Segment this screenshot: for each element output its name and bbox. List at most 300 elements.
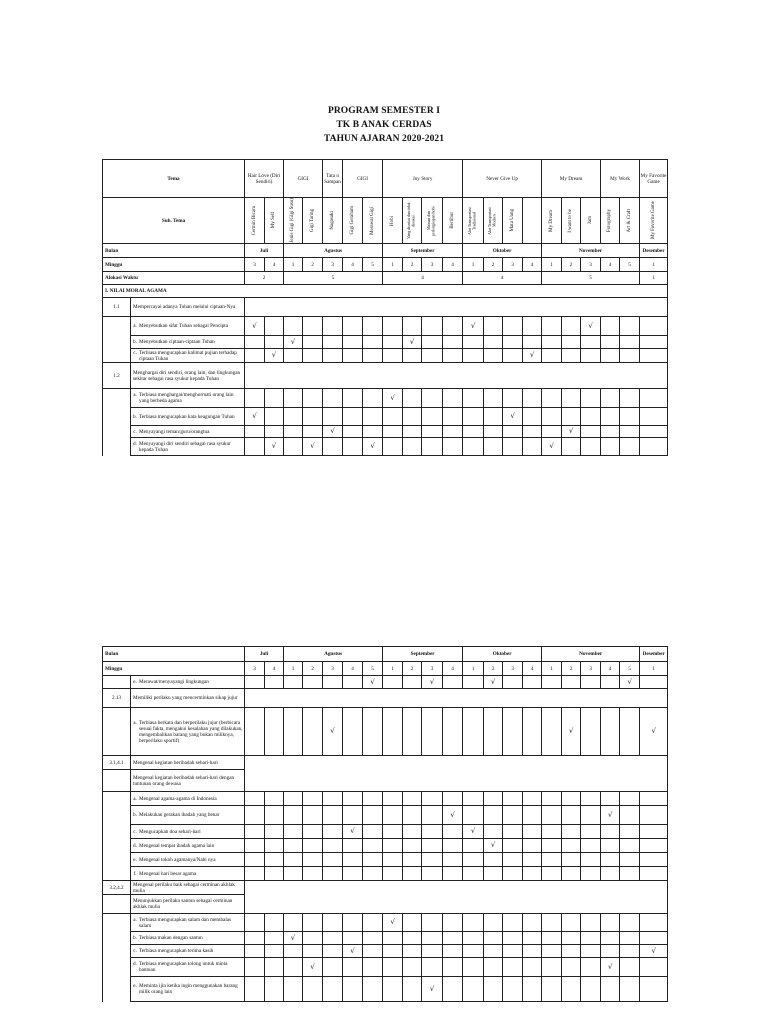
- indicator-row: [103, 317, 668, 336]
- indicator-letter: d.: [133, 440, 137, 447]
- indent-cell: [103, 839, 131, 853]
- week-check-cell: [403, 825, 422, 839]
- indicator-text: Terbiasa mengucapkan kata keagungan Tuhan: [139, 413, 235, 420]
- subtheme-cell: [443, 198, 463, 244]
- check-mark: √: [370, 677, 375, 686]
- week-check-cell: [383, 839, 403, 853]
- indent-cell: [103, 389, 131, 408]
- indicator-row: [103, 839, 668, 853]
- week-check-cell: [265, 825, 284, 839]
- week-check-cell: [383, 914, 403, 932]
- week-check-cell: [403, 914, 422, 932]
- indent-cell: [103, 708, 131, 756]
- week-check-cell: [363, 708, 383, 756]
- week-check-cell: [484, 839, 503, 853]
- week-cell: 3: [245, 662, 265, 676]
- week-check-cell: [343, 708, 363, 756]
- check-mark: √: [271, 351, 277, 359]
- week-check-cell: [383, 408, 403, 426]
- week-check-cell: [620, 853, 640, 867]
- subtheme-cell: [323, 198, 343, 244]
- competency-row: [103, 895, 668, 914]
- check-mark: √: [470, 827, 476, 835]
- week-check-cell: [403, 317, 422, 336]
- month-cell: Juli: [245, 244, 284, 258]
- week-check-cell: [245, 867, 265, 881]
- week-check-cell: [245, 825, 265, 839]
- week-check-cell: [422, 408, 443, 426]
- week-check-cell: [363, 349, 383, 363]
- week-cell: 5: [363, 662, 383, 676]
- week-check-cell: [620, 336, 640, 349]
- competency-row: [103, 770, 668, 792]
- week-check-cell: [245, 708, 265, 756]
- week-row: [103, 258, 668, 272]
- week-check-cell: [303, 792, 323, 806]
- week-check-cell: [443, 945, 463, 958]
- competency-spacer: [245, 756, 668, 770]
- subtheme-cell: [523, 198, 542, 244]
- indent-cell: [103, 977, 131, 1002]
- subtheme-cell: [363, 198, 383, 244]
- week-check-cell: [383, 389, 403, 408]
- week-check-cell: [443, 825, 463, 839]
- week-check-cell: [323, 958, 343, 977]
- week-check-cell: [503, 792, 523, 806]
- week-check-cell: [581, 853, 601, 867]
- week-check-cell: [303, 945, 323, 958]
- week-check-cell: [245, 676, 265, 689]
- week-check-cell: [640, 977, 668, 1002]
- indicator-cell: [131, 426, 245, 438]
- week-check-cell: [484, 438, 503, 456]
- week-check-cell: [422, 853, 443, 867]
- indicator: [131, 917, 244, 929]
- week-cell: 3: [581, 662, 601, 676]
- week-check-cell: [443, 426, 463, 438]
- indicator-cell: [131, 349, 245, 363]
- week-check-cell: [562, 408, 581, 426]
- bulan-label: Bulan: [103, 244, 245, 258]
- indicator: [131, 323, 244, 329]
- week-check-cell: [422, 349, 443, 363]
- indent-cell: [103, 806, 131, 825]
- week-check-cell: [443, 867, 463, 881]
- week-cell: 5: [620, 662, 640, 676]
- check-mark: √: [470, 321, 476, 330]
- competency-code: 3.1,4.1: [103, 756, 131, 770]
- indicator: [131, 935, 244, 941]
- program-title: PROGRAM SEMESTER I: [327, 106, 441, 116]
- week-check-cell: [484, 977, 503, 1002]
- week-check-cell: [403, 932, 422, 945]
- week-check-cell: [640, 676, 668, 689]
- week-check-cell: [363, 336, 383, 349]
- week-check-cell: [620, 914, 640, 932]
- week-check-cell: [422, 336, 443, 349]
- week-check-cell: [463, 914, 484, 932]
- month-cell: Desember: [640, 244, 668, 258]
- theme-cell: My Favorite Game: [640, 160, 668, 198]
- competency-spacer: [245, 770, 668, 792]
- week-check-cell: [383, 825, 403, 839]
- indicator-cell: [131, 932, 245, 945]
- week-check-cell: [443, 932, 463, 945]
- indent-cell: [103, 438, 131, 456]
- indent-cell: [103, 825, 131, 839]
- week-cell: 3: [245, 258, 265, 272]
- week-check-cell: [581, 977, 601, 1002]
- minggu-label: Minggu: [103, 258, 245, 272]
- week-check-cell: [620, 389, 640, 408]
- subtheme-cell: [640, 198, 668, 244]
- indicator-text: Terbiasa berkata dan berperilaku jujur (berbicara sesuai fakta, mengakui kesalahan yang dilakukan, mengembalikan barang yang bukan miliknya, berperilaku sportif): [139, 719, 243, 744]
- week-check-cell: [265, 914, 284, 932]
- week-check-cell: [620, 426, 640, 438]
- subtheme-text: Nagasaki: [329, 211, 335, 230]
- indicator-row: [103, 825, 668, 839]
- week-cell: 3: [422, 258, 443, 272]
- week-check-cell: [383, 945, 403, 958]
- month-row: [103, 244, 668, 258]
- allocation-cell: 4: [383, 272, 463, 285]
- week-check-cell: [542, 825, 562, 839]
- month-cell: September: [383, 244, 463, 258]
- week-check-cell: [343, 349, 363, 363]
- week-check-cell: [523, 317, 542, 336]
- week-check-cell: [640, 792, 668, 806]
- week-check-cell: [443, 349, 463, 363]
- week-check-cell: [484, 914, 503, 932]
- week-check-cell: [403, 945, 422, 958]
- week-check-cell: [523, 932, 542, 945]
- week-check-cell: [343, 792, 363, 806]
- allocation-cell: 5: [542, 272, 640, 285]
- week-check-cell: [523, 867, 542, 881]
- week-check-cell: [463, 958, 484, 977]
- week-check-cell: [542, 839, 562, 853]
- week-check-cell: [484, 426, 503, 438]
- week-check-cell: [363, 958, 383, 977]
- week-check-cell: [443, 977, 463, 1002]
- week-check-cell: [323, 825, 343, 839]
- week-check-cell: [303, 958, 323, 977]
- competency-text: Mengenal kegiatan beribadah sehari-hari dengan tuntunan orang dewasa: [131, 770, 245, 792]
- indicator-letter: a.: [133, 392, 137, 398]
- subtheme-text: My Dream: [548, 209, 554, 232]
- indicator-cell: [131, 389, 245, 408]
- week-check-cell: [303, 806, 323, 825]
- week-check-cell: [503, 932, 523, 945]
- week-check-cell: [443, 438, 463, 456]
- month-cell: November: [542, 244, 640, 258]
- check-mark: √: [429, 677, 435, 686]
- week-check-cell: [343, 426, 363, 438]
- theme-cell: My Dream: [542, 160, 601, 198]
- week-check-cell: [581, 317, 601, 336]
- week-check-cell: [640, 349, 668, 363]
- week-check-cell: [581, 708, 601, 756]
- week-check-cell: [303, 438, 323, 456]
- week-check-cell: [265, 958, 284, 977]
- indicator-letter: c.: [133, 428, 137, 435]
- week-check-cell: [581, 389, 601, 408]
- week-check-cell: [484, 336, 503, 349]
- week-cell: 2: [403, 662, 422, 676]
- week-check-cell: [383, 977, 403, 1002]
- week-cell: 1: [542, 662, 562, 676]
- week-check-cell: [284, 708, 303, 756]
- week-check-cell: [581, 336, 601, 349]
- subtheme-cell: [303, 198, 323, 244]
- week-check-cell: [542, 792, 562, 806]
- check-mark: √: [310, 962, 315, 971]
- week-check-cell: [484, 676, 503, 689]
- week-check-cell: [363, 914, 383, 932]
- subtheme-cell: [620, 198, 640, 244]
- week-check-cell: [265, 349, 284, 363]
- week-check-cell: [265, 977, 284, 1002]
- week-check-cell: [620, 676, 640, 689]
- week-check-cell: [581, 806, 601, 825]
- week-check-cell: [403, 839, 422, 853]
- theme-cell: GIGI: [343, 160, 383, 198]
- week-check-cell: [463, 438, 484, 456]
- week-cell: 4: [523, 662, 542, 676]
- week-check-cell: [601, 867, 620, 881]
- indicator: [131, 796, 244, 802]
- week-check-cell: [284, 932, 303, 945]
- week-check-cell: [463, 708, 484, 756]
- week-check-cell: [562, 977, 581, 1002]
- week-check-cell: [323, 438, 343, 456]
- week-check-cell: [503, 867, 523, 881]
- week-cell: 4: [601, 258, 620, 272]
- check-mark: √: [490, 841, 496, 849]
- week-check-cell: [601, 408, 620, 426]
- week-cell: 1: [640, 258, 668, 272]
- week-check-cell: [601, 349, 620, 363]
- indicator-letter: f.: [133, 870, 137, 877]
- week-check-cell: [443, 317, 463, 336]
- indicator-letter: a.: [133, 916, 137, 923]
- week-check-cell: [581, 932, 601, 945]
- week-check-cell: [640, 867, 668, 881]
- week-check-cell: [601, 958, 620, 977]
- check-mark: √: [271, 442, 277, 450]
- check-mark: √: [330, 727, 335, 735]
- week-check-cell: [363, 317, 383, 336]
- subtheme-cell: [503, 198, 523, 244]
- indicator-row: [103, 945, 668, 958]
- week-check-cell: [303, 932, 323, 945]
- indicator-text: Terbiasa mengucapkan terima kasih: [139, 948, 214, 954]
- indicator: [131, 812, 244, 818]
- week-cell: 1: [463, 662, 484, 676]
- check-mark: √: [568, 427, 574, 435]
- week-check-cell: [523, 676, 542, 689]
- week-check-cell: [542, 349, 562, 363]
- week-check-cell: [503, 408, 523, 426]
- indent-cell: [103, 945, 131, 958]
- week-check-cell: [284, 349, 303, 363]
- allocation-row: [103, 272, 668, 285]
- indicator: [131, 679, 244, 685]
- week-check-cell: [523, 408, 542, 426]
- week-check-cell: [323, 867, 343, 881]
- week-check-cell: [562, 867, 581, 881]
- week-check-cell: [303, 349, 323, 363]
- week-check-cell: [323, 945, 343, 958]
- week-check-cell: [422, 945, 443, 958]
- week-check-cell: [265, 317, 284, 336]
- week-check-cell: [422, 426, 443, 438]
- week-check-cell: [343, 438, 363, 456]
- competency-text: Mempercayai adanya Tuhan melalui ciptaan-Nya: [131, 298, 245, 317]
- competency-spacer: [245, 298, 668, 317]
- week-cell: 4: [265, 258, 284, 272]
- week-check-cell: [443, 389, 463, 408]
- week-cell: 1: [284, 662, 303, 676]
- week-check-cell: [284, 806, 303, 825]
- indicator: [131, 429, 244, 435]
- week-check-cell: [422, 676, 443, 689]
- week-check-cell: [484, 958, 503, 977]
- theme-cell: Tata n Sampan: [323, 160, 343, 198]
- week-check-cell: [265, 867, 284, 881]
- week-check-cell: [463, 408, 484, 426]
- subtheme-text: Berlibur: [449, 212, 455, 229]
- week-cell: 2: [484, 258, 503, 272]
- week-check-cell: [403, 389, 422, 408]
- week-check-cell: [620, 958, 640, 977]
- competency-spacer: [245, 895, 668, 914]
- week-check-cell: [581, 914, 601, 932]
- indicator-cell: [131, 676, 245, 689]
- month-cell: Agustus: [284, 244, 383, 258]
- week-check-cell: [542, 958, 562, 977]
- check-mark: √: [651, 727, 656, 735]
- week-check-cell: [383, 349, 403, 363]
- week-check-cell: [284, 867, 303, 881]
- week-check-cell: [284, 676, 303, 689]
- week-check-cell: [484, 792, 503, 806]
- week-check-cell: [562, 932, 581, 945]
- week-check-cell: [503, 853, 523, 867]
- week-check-cell: [484, 945, 503, 958]
- week-check-cell: [284, 389, 303, 408]
- indicator-letter: d.: [133, 842, 137, 849]
- subtheme-text: My Favorite Game: [650, 201, 656, 240]
- indicator-text: Meminta ijin ketika ingin menggunakan barang milik orang lain: [139, 983, 238, 995]
- week-check-cell: [284, 792, 303, 806]
- week-check-cell: [503, 977, 523, 1002]
- week-check-cell: [523, 914, 542, 932]
- week-check-cell: [383, 336, 403, 349]
- week-check-cell: [640, 914, 668, 932]
- week-check-cell: [343, 317, 363, 336]
- check-mark: √: [390, 918, 395, 926]
- week-check-cell: [284, 945, 303, 958]
- indicator-cell: [131, 867, 245, 881]
- week-check-cell: [484, 349, 503, 363]
- indicator-letter: b.: [133, 413, 137, 420]
- week-check-cell: [245, 336, 265, 349]
- week-cell: 5: [363, 258, 383, 272]
- week-check-cell: [245, 426, 265, 438]
- indicator-cell: [131, 825, 245, 839]
- competency-code-empty: [103, 895, 131, 914]
- week-check-cell: [443, 708, 463, 756]
- week-check-cell: [343, 806, 363, 825]
- week-check-cell: [363, 408, 383, 426]
- indicator-cell: [131, 408, 245, 426]
- subtheme-text: Merawat Gigi: [369, 206, 375, 235]
- week-cell: 4: [443, 662, 463, 676]
- week-check-cell: [620, 408, 640, 426]
- indicator-text: Melakukan gerakan ibadah yang benar: [139, 812, 220, 818]
- indicator-cell: [131, 806, 245, 825]
- week-check-cell: [323, 408, 343, 426]
- week-check-cell: [542, 336, 562, 349]
- week-check-cell: [403, 426, 422, 438]
- week-cell: 3: [323, 662, 343, 676]
- week-cell: 4: [523, 258, 542, 272]
- week-cell: 2: [303, 662, 323, 676]
- week-check-cell: [601, 945, 620, 958]
- week-check-cell: [463, 349, 484, 363]
- week-check-cell: [303, 867, 323, 881]
- week-check-cell: [523, 945, 542, 958]
- allocation-cell: 4: [463, 272, 542, 285]
- week-cell: 1: [463, 258, 484, 272]
- week-check-cell: [383, 867, 403, 881]
- subtheme-cell: [601, 198, 620, 244]
- week-check-cell: [562, 349, 581, 363]
- week-check-cell: [363, 426, 383, 438]
- week-check-cell: [620, 792, 640, 806]
- week-check-cell: [383, 708, 403, 756]
- indicator-row: [103, 867, 668, 881]
- subtheme-text: Fotography: [607, 208, 613, 233]
- week-check-cell: [542, 426, 562, 438]
- check-mark: √: [390, 393, 395, 402]
- week-check-cell: [245, 945, 265, 958]
- week-check-cell: [463, 317, 484, 336]
- week-check-cell: [303, 825, 323, 839]
- subtheme-text: I want to be: [568, 208, 574, 233]
- subtheme-text: Jam: [587, 216, 593, 225]
- week-check-cell: [463, 806, 484, 825]
- week-check-cell: [463, 977, 484, 1002]
- week-check-cell: [640, 438, 668, 456]
- indicator-row: [103, 958, 668, 977]
- theme-cell: Never Give Up: [463, 160, 542, 198]
- week-check-cell: [245, 408, 265, 426]
- week-check-cell: [484, 825, 503, 839]
- week-check-cell: [463, 336, 484, 349]
- subtheme-text: Alat Transportasi Tradisional: [467, 206, 478, 235]
- subtheme-text: Yang disukai dan tidak disukai: [406, 202, 417, 239]
- week-check-cell: [363, 867, 383, 881]
- week-check-cell: [523, 825, 542, 839]
- week-check-cell: [323, 932, 343, 945]
- week-check-cell: [523, 708, 542, 756]
- month-cell: Juli: [245, 647, 284, 662]
- week-cell: 4: [443, 258, 463, 272]
- week-cell: 2: [562, 662, 581, 676]
- week-cell: 4: [265, 662, 284, 676]
